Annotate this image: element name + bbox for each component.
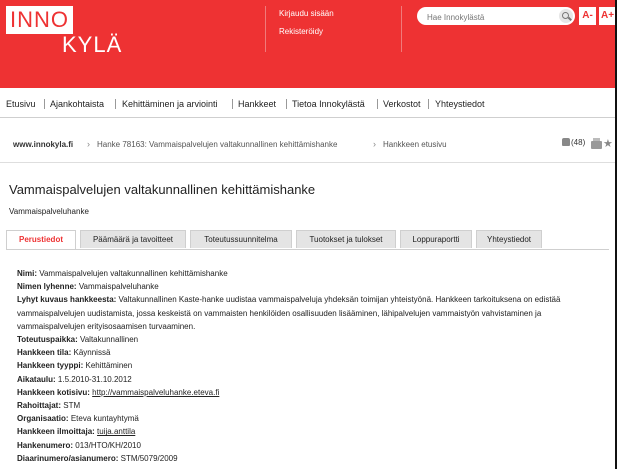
- thumbs-up-icon: [562, 138, 570, 146]
- header-divider: [401, 6, 402, 52]
- register-link[interactable]: Rekisteröidy: [279, 27, 324, 36]
- tab-tuotokset[interactable]: Tuotokset ja tulokset: [296, 230, 396, 248]
- nav-separator: [428, 99, 429, 109]
- detail-row: [17, 439, 607, 452]
- detail-label: Rahoittajat:: [17, 401, 61, 411]
- detail-label: Hankkeen tila:: [17, 348, 72, 358]
- detail-label: Diaarinumero/asianumero:: [17, 453, 119, 463]
- star-icon[interactable]: ★: [603, 138, 613, 150]
- search-box: [417, 7, 575, 25]
- detail-value: Vammaispalvelujen valtakunnallinen kehittämishanke: [39, 269, 228, 278]
- font-decrease-button[interactable]: A-: [579, 7, 596, 25]
- detail-value: Kehittäminen: [85, 361, 133, 371]
- print-icon[interactable]: [591, 141, 602, 149]
- site-header: [0, 0, 615, 88]
- detail-label: Hankenumero:: [17, 440, 74, 450]
- breadcrumb-current: Hankkeen etusivu: [383, 140, 447, 149]
- detail-row: [17, 412, 607, 425]
- logo-top-text: INNO: [6, 6, 73, 34]
- tab-divider: [6, 249, 609, 250]
- login-link[interactable]: Kirjaudu sisään: [279, 9, 334, 18]
- main-nav: [0, 95, 615, 115]
- breadcrumb-chevron-icon: ›: [373, 139, 376, 149]
- breadcrumb-divider: [0, 162, 615, 163]
- detail-label: Nimen lyhenne:: [17, 282, 77, 292]
- detail-value: Valtakunnallinen Kaste-hanke uudistaa vammaispalveluja yhdeksän toimijan yhteistyönä. Hankkeen tarkoituksena on edistää vammaispalvelujen uudistamista, jossa keskeistä on vammaisten henkilöiden osallisuuden lisääminen, lähipalvelujen vammaistyön vahvistaminen ja vammaispalvelujen erityisosaamisen turvaaminen.: [17, 295, 561, 331]
- detail-row: [17, 386, 607, 399]
- header-divider: [265, 6, 266, 52]
- nav-separator: [286, 99, 287, 109]
- detail-value: 1.5.2010-31.10.2012: [57, 374, 132, 384]
- page-subtitle: Vammaispalveluhanke: [9, 207, 89, 216]
- detail-label: Lyhyt kuvaus hankkeesta:: [17, 295, 117, 305]
- detail-row: [17, 399, 607, 412]
- nav-item-verkostot[interactable]: Verkostot: [383, 99, 421, 109]
- font-increase-button[interactable]: A+: [599, 7, 615, 25]
- detail-label: Toteutuspaikka:: [17, 335, 78, 345]
- detail-row: [17, 267, 607, 280]
- tab-yhteystiedot[interactable]: Yhteystiedot: [476, 230, 542, 248]
- like-count: (48): [571, 138, 586, 147]
- logo-bottom-text: KYLÄ: [62, 32, 123, 57]
- window-edge-border: [615, 0, 617, 469]
- nav-separator: [115, 99, 116, 109]
- breadcrumb-project[interactable]: Hanke 78163: Vammaispalvelujen valtakunnallinen kehittämishanke: [97, 140, 338, 149]
- detail-label: Organisaatio:: [17, 414, 69, 424]
- detail-value: STM: [63, 401, 81, 411]
- detail-row: [17, 452, 607, 465]
- page-title: Vammaispalvelujen valtakunnallinen kehittämishanke: [9, 182, 316, 197]
- detail-row: [17, 425, 607, 438]
- tab-paamaara[interactable]: Päämäärä ja tavoitteet: [80, 230, 186, 248]
- detail-row: [17, 359, 607, 372]
- detail-row: [17, 373, 607, 386]
- window-edge: [615, 0, 643, 469]
- detail-label: Hankkeen kotisivu:: [17, 387, 90, 397]
- nav-item-etusivu[interactable]: Etusivu: [6, 99, 36, 109]
- nav-item-hankkeet[interactable]: Hankkeet: [238, 99, 277, 109]
- detail-value: STM/5079/2009: [120, 453, 178, 463]
- like-button[interactable]: [562, 138, 585, 147]
- nav-separator: [44, 99, 45, 109]
- nav-item-yhteystiedot[interactable]: Yhteystiedot: [435, 99, 485, 109]
- nav-item-kehittaminen[interactable]: Kehittäminen ja arviointi: [122, 99, 218, 109]
- nav-separator: [232, 99, 233, 109]
- search-icon[interactable]: [559, 9, 573, 23]
- detail-row: [17, 280, 607, 293]
- tab-bar: [6, 230, 615, 249]
- detail-label: Hankkeen ilmoittaja:: [17, 427, 95, 437]
- project-homepage-link[interactable]: http://vammaispalveluhanke.eteva.fi: [92, 387, 220, 397]
- project-details: [17, 267, 607, 465]
- innokyla-logo[interactable]: [6, 6, 122, 58]
- breadcrumb-home[interactable]: www.innokyla.fi: [13, 140, 74, 149]
- detail-value: Valtakunnallinen: [79, 335, 139, 345]
- detail-value: Vammaispalveluhanke: [78, 282, 159, 292]
- nav-item-ajankohtaista[interactable]: Ajankohtaista: [50, 99, 105, 109]
- nav-divider: [0, 117, 615, 118]
- nav-item-tietoa[interactable]: Tietoa Innokylästä: [292, 99, 365, 109]
- detail-row: [17, 346, 607, 359]
- detail-value: 013/HTO/KH/2010: [75, 440, 141, 450]
- nav-separator: [377, 99, 378, 109]
- search-input[interactable]: [417, 9, 557, 27]
- detail-row: [17, 333, 607, 346]
- detail-label: Aikataulu:: [17, 374, 56, 384]
- reporter-link[interactable]: tuija.anttila: [97, 427, 136, 437]
- tab-perustiedot[interactable]: Perustiedot: [6, 230, 76, 250]
- tab-toteutussuunnitelma[interactable]: Toteutussuunnitelma: [190, 230, 292, 248]
- detail-label: Hankkeen tyyppi:: [17, 361, 84, 371]
- detail-value: Eteva kuntayhtymä: [70, 414, 139, 424]
- detail-value: Käynnissä: [73, 348, 111, 358]
- detail-label: Nimi:: [17, 269, 37, 278]
- tab-loppuraportti[interactable]: Loppuraportti: [400, 230, 472, 248]
- breadcrumb-chevron-icon: ›: [87, 139, 90, 149]
- detail-row: [17, 293, 607, 333]
